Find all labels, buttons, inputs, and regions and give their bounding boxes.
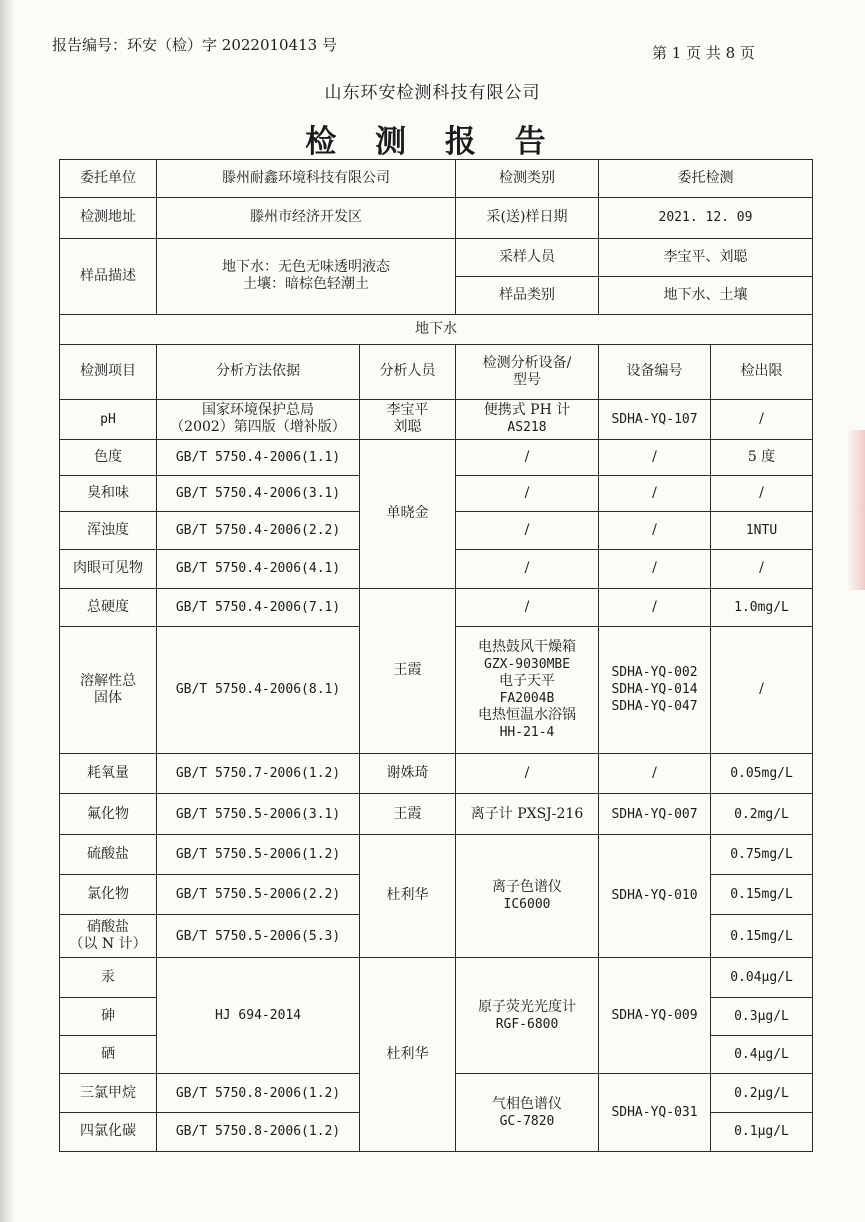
equip-tds-line2: GZX-9030MBE (483, 656, 571, 672)
col-equip-no: 设备编号 (599, 344, 711, 399)
scan-edge-shadow (0, 0, 16, 1222)
item-nitrate-line1: 硝酸盐 (87, 919, 129, 936)
equip-ph (456, 399, 599, 439)
item-cod: 耗氧量 (60, 754, 157, 794)
equip-turbidity: / (456, 512, 599, 550)
equip-tds-line1: 电热鼓风干燥箱 (478, 638, 576, 655)
item-visible: 肉眼可见物 (60, 550, 157, 588)
table-row (60, 399, 813, 439)
equip-no-gc-group: SDHA-YQ-031 (599, 1074, 711, 1152)
equip-gc-line1: 气相色谱仪 (492, 1095, 562, 1112)
equip-fluoride: 离子计 PXSJ-216 (456, 794, 599, 834)
equip-no-odor: / (599, 476, 711, 512)
equip-no-tds (599, 626, 711, 753)
equip-tds-line3: 电子天平 (499, 672, 555, 689)
client-value: 滕州耐鑫环境科技有限公司 (157, 160, 456, 198)
limit-fluoride: 0.2mg/L (711, 794, 813, 834)
sample-desc-line1: 地下水：无色无味透明液态 (222, 259, 390, 276)
col-analyst: 分析人员 (360, 344, 456, 399)
limit-tds: / (711, 626, 813, 753)
page-number: 第 1 页 共 8 页 (652, 44, 755, 62)
equip-no-cod: / (599, 754, 711, 794)
company-name: 山东环安检测科技有限公司 (324, 83, 541, 103)
equip-no-hardness: / (599, 588, 711, 626)
limit-nitrate: 0.15mg/L (711, 915, 813, 957)
report-table (59, 159, 813, 1152)
table-row (60, 794, 813, 834)
limit-ccl4: 0.1μg/L (711, 1112, 813, 1151)
address-label: 检测地址 (60, 198, 157, 238)
analyst-cod: 谢姝琦 (360, 754, 456, 794)
method-sulfate: GB/T 5750.5-2006(1.2) (157, 834, 360, 874)
equip-tds (456, 626, 599, 753)
client-label: 委托单位 (60, 160, 157, 198)
type-value: 委托检测 (599, 160, 813, 198)
sampler-label: 采样人员 (456, 238, 599, 276)
item-tds-line2: 固体 (94, 689, 122, 706)
analyst-ph-line2: 刘聪 (393, 419, 422, 436)
section-title: 地下水 (60, 314, 813, 344)
item-hardness: 总硬度 (60, 588, 157, 626)
method-ccl4: GB/T 5750.8-2006(1.2) (157, 1112, 360, 1151)
method-nitrate: GB/T 5750.5-2006(5.3) (157, 915, 360, 957)
limit-visible: / (711, 550, 813, 588)
item-chloride: 氯化物 (60, 874, 157, 914)
date-value: 2021. 12. 09 (599, 198, 813, 238)
analyst-ion-group: 杜利华 (360, 834, 456, 957)
equip-no-ph: SDHA-YQ-107 (599, 399, 711, 439)
item-sulfate: 硫酸盐 (60, 834, 157, 874)
table-row (60, 834, 813, 874)
equip-hardness: / (456, 588, 599, 626)
col-limit: 检出限 (711, 344, 813, 399)
item-arsenic: 砷 (60, 998, 157, 1036)
limit-mercury: 0.04μg/L (711, 957, 813, 997)
col-equipment (456, 344, 599, 399)
method-chloride: GB/T 5750.5-2006(2.2) (157, 874, 360, 914)
equip-gc-group (456, 1074, 599, 1152)
equip-no-afs-group: SDHA-YQ-009 (599, 957, 711, 1074)
limit-arsenic: 0.3μg/L (711, 998, 813, 1036)
item-mercury: 汞 (60, 957, 157, 997)
method-color: GB/T 5750.4-2006(1.1) (157, 440, 360, 476)
analyst-group2: 王霞 (360, 588, 456, 754)
equip-cod: / (456, 754, 599, 794)
equip-no-color: / (599, 440, 711, 476)
item-nitrate (60, 915, 157, 957)
limit-sulfate: 0.75mg/L (711, 834, 813, 874)
limit-ph: / (711, 399, 813, 439)
seal-stamp-edge (846, 430, 865, 590)
equip-ph-line2: AS218 (507, 420, 547, 436)
method-chloroform: GB/T 5750.8-2006(1.2) (157, 1074, 360, 1112)
category-label: 样品类别 (456, 276, 599, 314)
sample-desc-value (157, 238, 456, 314)
table-row (60, 754, 813, 794)
item-odor: 臭和味 (60, 476, 157, 512)
report-number: 报告编号：环安（检）字 2022010413 号 (52, 36, 337, 54)
equip-tds-line5: 电热恒温水浴锅 (478, 706, 576, 723)
item-chloroform: 三氯甲烷 (60, 1074, 157, 1112)
equip-tds-line4: FA2004B (499, 690, 555, 706)
limit-odor: / (711, 476, 813, 512)
item-tds (60, 626, 157, 753)
equip-no-visible: / (599, 550, 711, 588)
equip-ion-line2: IC6000 (503, 896, 551, 912)
type-label: 检测类别 (456, 160, 599, 198)
equip-ph-line1: 便携式 PH 计 (483, 402, 571, 419)
analyst-group1: 单晓金 (360, 440, 456, 589)
method-ph-line1: 国家环境保护总局 (202, 402, 314, 419)
equip-no-ion-group: SDHA-YQ-010 (599, 834, 711, 957)
equip-no-fluoride: SDHA-YQ-007 (599, 794, 711, 834)
method-turbidity: GB/T 5750.4-2006(2.2) (157, 512, 360, 550)
limit-hardness: 1.0mg/L (711, 588, 813, 626)
method-hardness: GB/T 5750.4-2006(7.1) (157, 588, 360, 626)
date-label: 采(送)样日期 (456, 198, 599, 238)
item-selenium: 硒 (60, 1036, 157, 1074)
equip-no-tds-line2: SDHA-YQ-014 (611, 682, 698, 698)
sampler-value: 李宝平、刘聪 (599, 238, 813, 276)
method-fluoride: GB/T 5750.5-2006(3.1) (157, 794, 360, 834)
info-row-client (60, 160, 813, 198)
col-equipment-line2: 型号 (513, 371, 541, 388)
column-header-row (60, 344, 813, 399)
item-nitrate-line2: （以 N 计） (69, 936, 147, 953)
equip-afs-line1: 原子荧光光度计 (478, 998, 576, 1015)
col-equipment-line1: 检测分析设备/ (482, 354, 572, 371)
analyst-ph-line1: 李宝平 (386, 402, 429, 419)
item-ccl4: 四氯化碳 (60, 1112, 157, 1151)
method-visible: GB/T 5750.4-2006(4.1) (157, 550, 360, 588)
item-tds-line1: 溶解性总 (80, 672, 136, 689)
method-odor: GB/T 5750.4-2006(3.1) (157, 476, 360, 512)
equip-ion-group (456, 834, 599, 957)
method-afs-group: HJ 694-2014 (157, 957, 360, 1074)
table-row (60, 440, 813, 476)
method-cod: GB/T 5750.7-2006(1.2) (157, 754, 360, 794)
equip-odor: / (456, 476, 599, 512)
equip-visible: / (456, 550, 599, 588)
equip-afs-line2: RGF-6800 (495, 1016, 559, 1032)
equip-color: / (456, 440, 599, 476)
report-title: 检 测 报 告 (305, 124, 560, 160)
item-color: 色度 (60, 440, 157, 476)
method-ph-line2: （2002）第四版（增补版） (170, 419, 346, 436)
equip-no-tds-line3: SDHA-YQ-047 (611, 699, 698, 715)
section-row (60, 314, 813, 344)
limit-color: 5 度 (711, 440, 813, 476)
sample-desc-label: 样品描述 (60, 238, 157, 314)
analyst-fluoride: 王霞 (360, 794, 456, 834)
method-ph (157, 399, 360, 439)
analyst-group3: 杜利华 (360, 957, 456, 1151)
table-row (60, 957, 813, 997)
equip-afs-group (456, 957, 599, 1074)
equip-no-turbidity: / (599, 512, 711, 550)
limit-chloride: 0.15mg/L (711, 874, 813, 914)
limit-chloroform: 0.2μg/L (711, 1074, 813, 1112)
table-row (60, 588, 813, 626)
equip-tds-line6: HH-21-4 (499, 724, 555, 740)
item-fluoride: 氟化物 (60, 794, 157, 834)
analyst-ph (360, 399, 456, 439)
category-value: 地下水、土壤 (599, 276, 813, 314)
equip-gc-line2: GC-7820 (499, 1113, 555, 1129)
col-method: 分析方法依据 (157, 344, 360, 399)
address-value: 滕州市经济开发区 (157, 198, 456, 238)
limit-turbidity: 1NTU (711, 512, 813, 550)
equip-no-tds-line1: SDHA-YQ-002 (611, 665, 698, 681)
item-turbidity: 浑浊度 (60, 512, 157, 550)
equip-ion-line1: 离子色谱仪 (492, 878, 562, 895)
item-ph: pH (60, 399, 157, 439)
info-row-sampler (60, 238, 813, 276)
info-row-address (60, 198, 813, 238)
limit-selenium: 0.4μg/L (711, 1036, 813, 1074)
sample-desc-line2: 土壤：暗棕色轻潮土 (243, 276, 369, 293)
limit-cod: 0.05mg/L (711, 754, 813, 794)
method-tds: GB/T 5750.4-2006(8.1) (157, 626, 360, 753)
col-item: 检测项目 (60, 344, 157, 399)
